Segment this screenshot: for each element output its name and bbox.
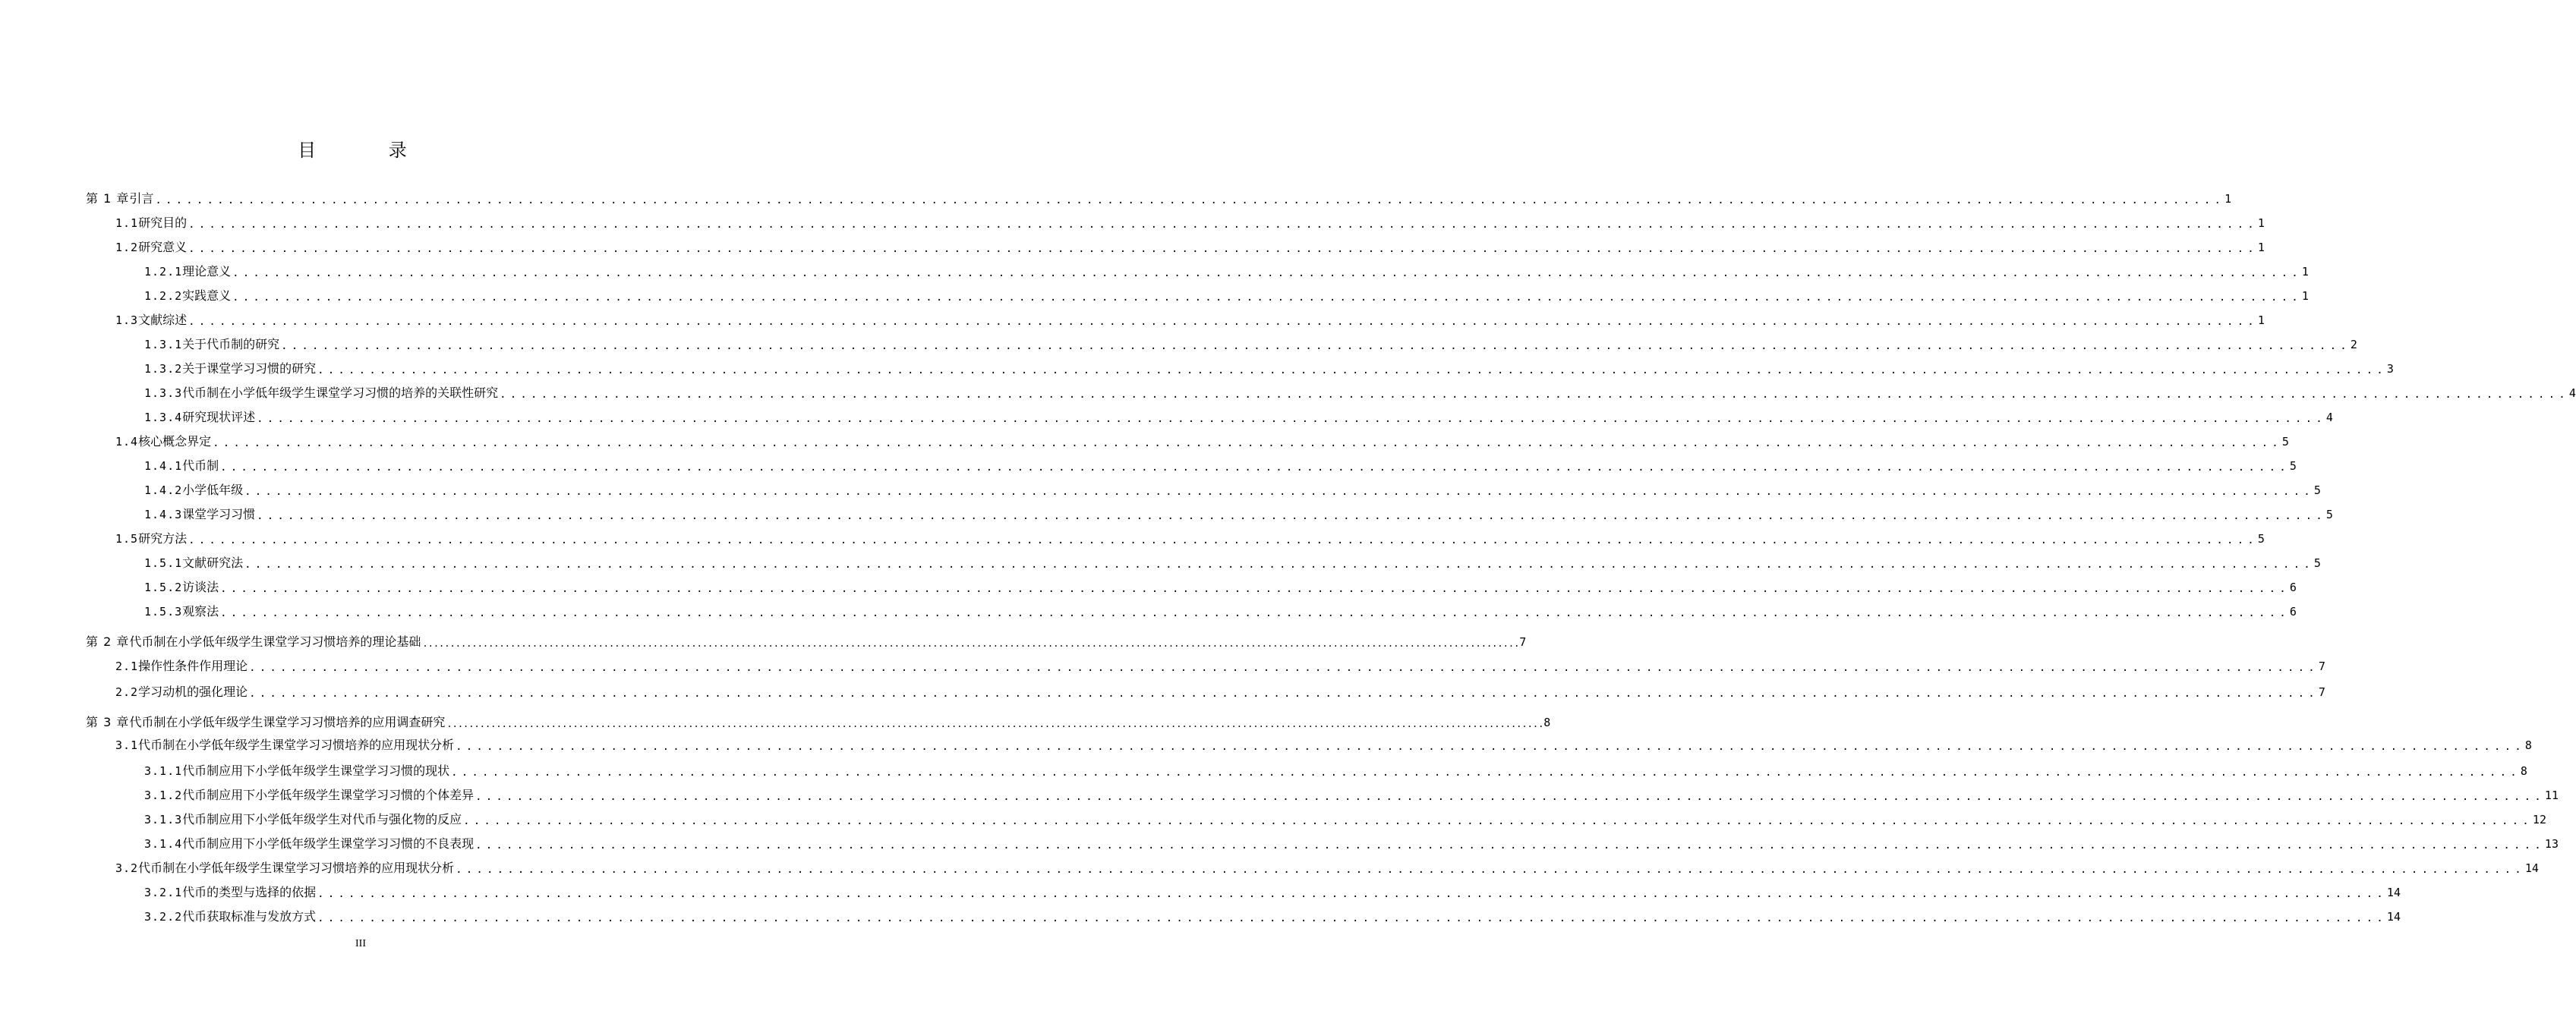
toc-dot-leader: ........................................................................................................................................................................................................ <box>422 638 1520 649</box>
page-number-footer: III <box>355 938 366 949</box>
toc-entry-label: 访谈法 <box>182 580 219 594</box>
toc-entry[interactable] <box>144 811 2546 829</box>
toc-entry-page: 14 <box>2524 861 2539 875</box>
toc-entry[interactable] <box>144 908 2401 926</box>
toc-entry-label: 代币制应用下小学低年级学生课堂学习习惯的现状 <box>182 763 450 778</box>
toc-entry-number: 1.5 <box>115 532 139 546</box>
toc-entry-label: 实践意义 <box>182 288 232 303</box>
toc-entry[interactable] <box>144 360 2394 378</box>
toc-entry-number: 3.2 <box>115 861 139 875</box>
toc-title: 目 录 <box>298 140 440 161</box>
toc-entry[interactable] <box>144 554 2321 572</box>
toc-entry-label: 研究方法 <box>138 531 188 546</box>
toc-entry-number: 1.3.2 <box>144 362 183 376</box>
toc-entry[interactable] <box>115 214 2265 232</box>
toc-entry[interactable] <box>86 633 1527 651</box>
toc-entry[interactable] <box>144 457 2297 475</box>
toc-entry-page: 5 <box>2257 532 2265 546</box>
toc-entry-number: 第 3 章 <box>86 715 130 729</box>
toc-entry-number: 1.2.2 <box>144 289 183 303</box>
toc-entry[interactable] <box>144 408 2333 427</box>
toc-entry-page: 2 <box>2350 338 2357 351</box>
toc-entry[interactable] <box>115 530 2265 548</box>
toc-entry[interactable] <box>144 481 2321 499</box>
toc-entry-number: 1.5.2 <box>144 581 183 594</box>
toc-entry-label: 代币制 <box>182 458 219 473</box>
toc-entry-page: 13 <box>2544 837 2559 851</box>
toc-entry-number: 1.3.1 <box>144 338 183 351</box>
toc-dot-leader: ........................................................................................................................................................................................................ <box>475 839 2545 852</box>
toc-entry-page: 14 <box>2386 910 2401 924</box>
toc-entry[interactable] <box>144 263 2309 281</box>
toc-entry-number: 1.2.1 <box>144 265 183 279</box>
toc-entry-number: 3.1.3 <box>144 813 183 826</box>
toc-entry-number: 2.2 <box>115 685 139 699</box>
toc-dot-leader: ........................................................................................................................................................................................................ <box>257 510 2326 522</box>
toc-entry[interactable] <box>144 287 2309 305</box>
toc-entry[interactable] <box>144 384 2576 402</box>
toc-entry-label: 代币制应用下小学低年级学生课堂学习习惯的个体差异 <box>182 788 475 802</box>
toc-entry-page: 5 <box>2281 435 2289 449</box>
toc-entry[interactable] <box>115 683 2325 701</box>
toc-entry-label: 操作性条件作用理论 <box>138 659 248 673</box>
toc-entry-page: 5 <box>2313 483 2321 497</box>
toc-entry-page: 4 <box>2568 386 2576 400</box>
toc-entry-number: 3.1.1 <box>144 764 183 778</box>
toc-entry-page: 3 <box>2386 362 2394 376</box>
toc-entry-number: 1.5.3 <box>144 605 183 619</box>
toc-entry-number: 2.1 <box>115 660 139 673</box>
toc-entry-page: 1 <box>2301 265 2309 279</box>
toc-entry-page: 5 <box>2313 556 2321 570</box>
toc-dot-leader: ........................................................................................................................................................................................................ <box>244 486 2314 498</box>
toc-entry-page: 1 <box>2257 216 2265 230</box>
toc-entry-label: 代币获取标准与发放方式 <box>182 909 317 924</box>
toc-entry[interactable] <box>86 713 1551 732</box>
toc-entry-page: 7 <box>2318 660 2325 673</box>
toc-entry-label: 代币制在小学低年级学生课堂学习习惯培养的应用调查研究 <box>129 715 446 729</box>
toc-dot-leader: ........................................................................................................................................................................................................ <box>446 719 1544 729</box>
toc-entry-label: 研究目的 <box>138 216 188 230</box>
toc-entry-number: 1.3.3 <box>144 386 183 400</box>
toc-entry[interactable] <box>115 433 2289 451</box>
toc-dot-leader: ........................................................................................................................................................................................................ <box>232 267 2302 279</box>
toc-entry-label: 核心概念界定 <box>138 434 212 449</box>
toc-dot-leader: ........................................................................................................................................................................................................ <box>155 194 2225 206</box>
toc-entry-page: 1 <box>2301 289 2309 303</box>
toc-entry-label: 理论意义 <box>182 264 232 279</box>
toc-entry-page: 4 <box>2325 411 2333 424</box>
toc-dot-leader: ........................................................................................................................................................................................................ <box>188 316 2258 328</box>
toc-entry-label: 文献综述 <box>138 313 188 327</box>
toc-entry-number: 1.3 <box>115 313 139 327</box>
toc-entry-number: 1.4 <box>115 435 139 449</box>
toc-entry-page: 5 <box>2325 508 2333 521</box>
toc-dot-leader: ........................................................................................................................................................................................................ <box>188 534 2258 546</box>
toc-dot-leader: ........................................................................................................................................................................................................ <box>463 815 2533 827</box>
toc-entry-label: 代币的类型与选择的依据 <box>182 885 317 899</box>
toc-entry-number: 1.5.1 <box>144 556 183 570</box>
toc-dot-leader: ........................................................................................................................................................................................................ <box>249 688 2319 700</box>
toc-dot-leader: ........................................................................................................................................................................................................ <box>220 607 2290 619</box>
toc-dot-leader: ........................................................................................................................................................................................................ <box>475 791 2545 803</box>
toc-entry[interactable] <box>86 190 2232 208</box>
toc-entry-number: 3.1 <box>115 738 139 752</box>
toc-entry-label: 文献研究法 <box>182 556 244 570</box>
toc-entry-page: 12 <box>2532 813 2546 826</box>
toc-entry-label: 代币制应用下小学低年级学生课堂学习习惯的不良表现 <box>182 836 475 851</box>
toc-entry-page: 7 <box>1519 635 1527 649</box>
toc-entry-label: 学习动机的强化理论 <box>138 685 248 699</box>
toc-entry-number: 1.4.3 <box>144 508 183 521</box>
toc-entry-page: 14 <box>2386 886 2401 899</box>
toc-entry-number: 1.4.1 <box>144 459 183 473</box>
toc-entry[interactable] <box>144 835 2559 853</box>
toc-entry-number: 1.3.4 <box>144 411 183 424</box>
toc-dot-leader: ........................................................................................................................................................................................................ <box>257 413 2326 425</box>
toc-entry-page: 8 <box>2524 738 2532 752</box>
toc-entry-page: 8 <box>1543 716 1551 729</box>
toc-entry[interactable] <box>144 505 2333 524</box>
toc-entry-page: 1 <box>2224 192 2232 206</box>
toc-entry-label: 代币制在小学低年级学生课堂学习习惯培养的理论基础 <box>129 634 421 649</box>
toc-entry-number: 3.1.4 <box>144 837 183 851</box>
toc-entry-page: 6 <box>2289 581 2297 594</box>
toc-entry-label: 代币制在小学低年级学生课堂学习习惯培养的应用现状分析 <box>138 738 455 752</box>
toc-entry-label: 代币制在小学低年级学生课堂学习习惯培养的应用现状分析 <box>138 861 455 875</box>
toc-entry[interactable] <box>115 238 2265 257</box>
toc-entry-number: 第 2 章 <box>86 634 130 649</box>
toc-entry-label: 研究现状评述 <box>182 410 256 424</box>
toc-entry[interactable] <box>144 578 2297 597</box>
toc-entry-number: 1.4.2 <box>144 483 183 497</box>
toc-entry-page: 1 <box>2257 241 2265 254</box>
toc-dot-leader: ........................................................................................................................................................................................................ <box>220 583 2290 595</box>
toc-entry-label: 关于课堂学习习惯的研究 <box>182 361 317 376</box>
toc-dot-leader: ........................................................................................................................................................................................................ <box>456 864 2525 876</box>
toc-entry-number: 3.2.2 <box>144 910 183 924</box>
toc-dot-leader: ........................................................................................................................................................................................................ <box>317 888 2387 900</box>
toc-entry-page: 1 <box>2257 313 2265 327</box>
toc-entry[interactable] <box>115 311 2265 329</box>
toc-entry[interactable] <box>144 883 2401 902</box>
toc-dot-leader: ........................................................................................................................................................................................................ <box>317 912 2387 924</box>
toc-dot-leader: ........................................................................................................................................................................................................ <box>451 767 2521 779</box>
toc-entry-page: 7 <box>2318 685 2325 699</box>
toc-dot-leader: ........................................................................................................................................................................................................ <box>220 461 2290 474</box>
toc-entry-page: 6 <box>2289 605 2297 619</box>
toc-entry-label: 研究意义 <box>138 240 188 254</box>
toc-dot-leader: ........................................................................................................................................................................................................ <box>456 741 2525 753</box>
toc-dot-leader: ........................................................................................................................................................................................................ <box>500 389 2569 401</box>
toc-entry[interactable] <box>115 736 2532 754</box>
toc-entry[interactable] <box>115 859 2539 877</box>
toc-entry-number: 1.2 <box>115 241 139 254</box>
toc-entry-label: 小学低年级 <box>182 483 244 497</box>
toc-entry-label: 课堂学习习惯 <box>182 507 256 521</box>
toc-entry-number: 3.2.1 <box>144 886 183 899</box>
toc-entry[interactable] <box>144 335 2357 354</box>
toc-entry-page: 8 <box>2520 764 2527 778</box>
toc-dot-leader: ........................................................................................................................................................................................................ <box>188 219 2258 231</box>
toc-dot-leader: ........................................................................................................................................................................................................ <box>213 437 2282 449</box>
toc-dot-leader: ........................................................................................................................................................................................................ <box>317 364 2387 376</box>
toc-entry[interactable] <box>144 786 2559 804</box>
toc-dot-leader: ........................................................................................................................................................................................................ <box>244 559 2314 571</box>
toc-dot-leader: ........................................................................................................................................................................................................ <box>188 243 2258 255</box>
toc-entry-page: 5 <box>2289 459 2297 473</box>
toc-entry-number: 3.1.2 <box>144 789 183 802</box>
toc-dot-leader: ........................................................................................................................................................................................................ <box>281 340 2351 352</box>
toc-entry-label: 关于代币制的研究 <box>182 337 280 351</box>
toc-entry[interactable] <box>115 657 2325 675</box>
toc-entry[interactable] <box>144 762 2527 780</box>
toc-entry-number: 1.1 <box>115 216 139 230</box>
toc-dot-leader: ........................................................................................................................................................................................................ <box>232 291 2302 304</box>
toc-entry-page: 11 <box>2544 789 2559 802</box>
toc-entry-label: 代币制在小学低年级学生课堂学习习惯的培养的关联性研究 <box>182 386 499 400</box>
toc-entry[interactable] <box>144 603 2297 621</box>
toc-entry-number: 第 1 章 <box>86 191 130 206</box>
toc-entry-label: 引言 <box>129 191 154 206</box>
toc-entry-label: 观察法 <box>182 604 219 619</box>
toc-dot-leader: ........................................................................................................................................................................................................ <box>249 662 2319 674</box>
toc-entry-label: 代币制应用下小学低年级学生对代币与强化物的反应 <box>182 812 462 826</box>
